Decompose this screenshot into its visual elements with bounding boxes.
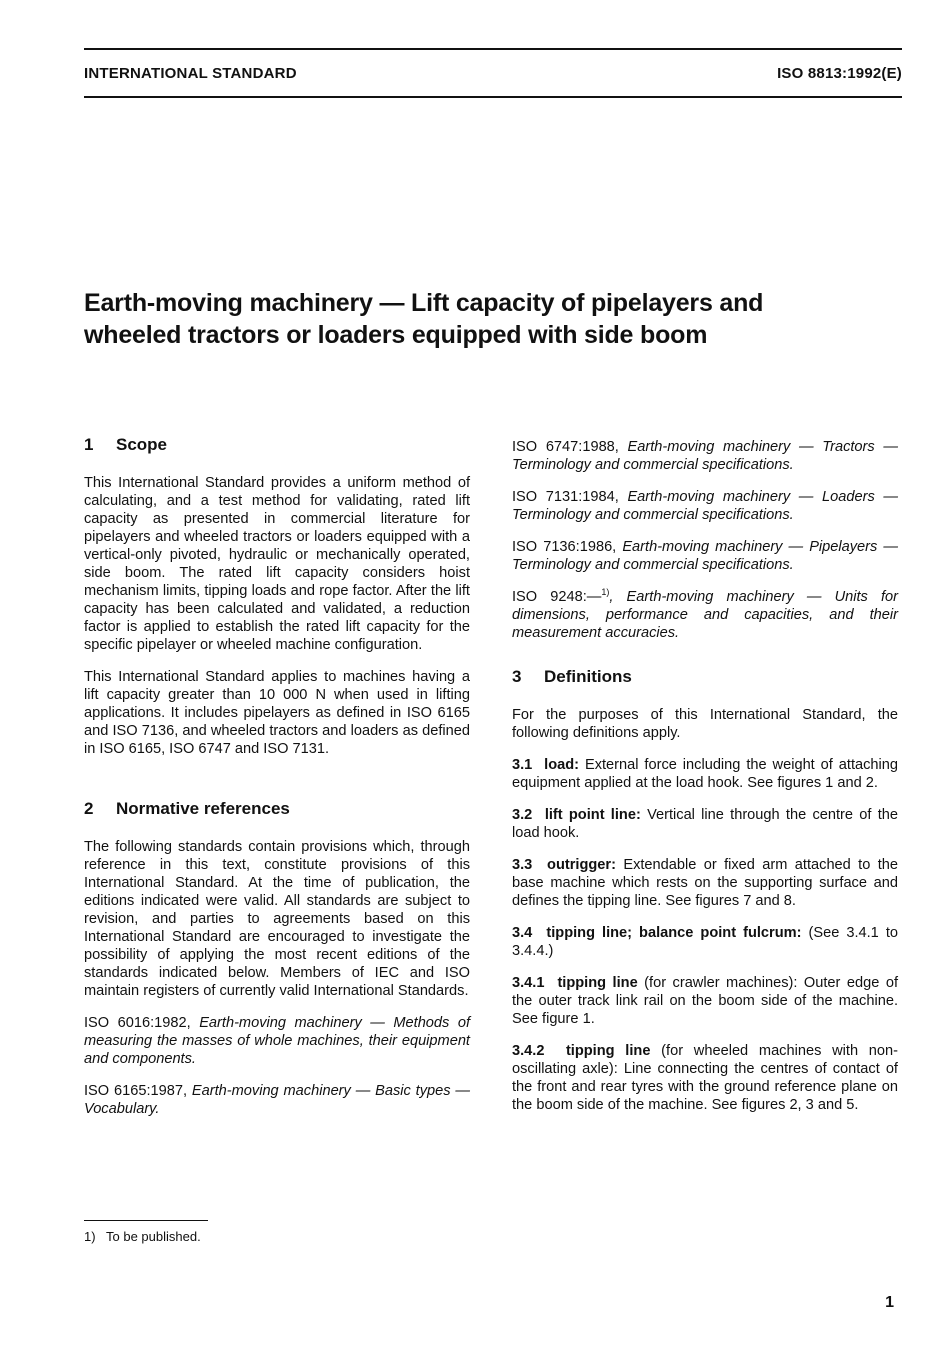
definition-term: outrigger:	[547, 857, 616, 873]
reference-item	[512, 538, 898, 574]
reference-title: Earth-moving machinery — Basic types — Vocabulary.	[84, 1083, 470, 1117]
definition-item	[512, 856, 898, 910]
section-scope-heading	[84, 436, 470, 454]
definition-text: (for wheeled machines with non-oscillating axle): Line connecting the centres of contact of the front and rear tyres with the ground reference plane on the boom side of the machine. See figures 2, 3 and 5.	[512, 1043, 898, 1113]
definition-item	[512, 924, 898, 960]
scope-paragraph-1: This International Standard provides a uniform method of calculating, and a test method for validating, rated lift capacity as presented in commercial literature for pipelayers and wheeled tractors or loaders equipped with a vertical-only pivoted, hydraulic or mechanically operated, side boom. The rated lift capacity considers hoist mechanism limits, tipping loads and rope factor. After the lift capacity has been calculated and validated, a reduction factor is applied to establish the rated lift capacity for the specific pipelayer or wheeled machine configuration.	[84, 475, 470, 653]
definitions-intro: For the purposes of this International Standard, the following definitions apply.	[512, 707, 898, 741]
reference-code: ISO 6016:1982,	[84, 1015, 191, 1031]
definition-term: tipping line	[565, 1043, 651, 1059]
reference-code: ISO 9248:—	[512, 589, 602, 605]
reference-title: Earth-moving machinery — Methods of measuring the masses of whole machines, their equipment and components.	[84, 1015, 470, 1067]
left-column	[84, 436, 470, 1132]
footnote	[84, 1229, 201, 1244]
definition-number: 3.3	[512, 857, 533, 873]
scope-paragraph-2: This International Standard applies to machines having a lift capacity greater than 10 000 N when used in lifting applications. It includes pipelayers as defined in ISO 6165 and ISO 7136, and wheeled tractors and loaders as defined in ISO 6165, ISO 6747 and ISO 7131.	[84, 669, 470, 757]
definition-text: External force including the weight of attaching equipment applied at the load hook. See figures 1 and 2.	[512, 757, 898, 791]
definition-text: (for crawler machines): Outer edge of the outer track link rail on the boom side of the machine. See figure 1.	[512, 975, 898, 1027]
section-title: Definitions	[544, 667, 632, 686]
definition-number: 3.2	[512, 807, 533, 823]
definition-item	[512, 756, 898, 792]
reference-code: ISO 6747:1988,	[512, 439, 619, 455]
definition-item	[512, 974, 898, 1028]
reference-item	[512, 488, 898, 524]
reference-title: Earth-moving machinery — Loaders — Terminology and commercial specifications.	[512, 489, 898, 523]
section-number: 1	[84, 435, 94, 454]
section-normative-heading	[84, 800, 470, 818]
header-top-rule	[84, 48, 902, 50]
footnote-mark: 1)	[84, 1229, 96, 1244]
reference-code: ISO 7131:1984,	[512, 489, 619, 505]
reference-code: ISO 7136:1986,	[512, 539, 617, 555]
section-title: Normative references	[116, 799, 290, 818]
normative-intro: The following standards contain provisions which, through reference in this text, constitute provisions of this International Standard. At the time of publication, the editions indicated were valid. All standards are subject to revision, and parties to agreements based on this International Standard are encouraged to investigate the possibility of applying the most recent editions of the standards indicated below. Members of IEC and ISO maintain registers of currently valid International Standards.	[84, 839, 470, 999]
footnote-text: To be published.	[106, 1229, 201, 1244]
document-title	[84, 287, 884, 351]
definition-number: 3.1	[512, 757, 533, 773]
reference-title: Earth-moving machinery — Tractors — Terminology and commercial specifications.	[512, 439, 898, 473]
section-definitions-heading	[512, 668, 898, 686]
section-title: Scope	[116, 435, 168, 454]
reference-item	[512, 438, 898, 474]
reference-title: , Earth-moving machinery — Units for dimensions, performance and capacities, and their measurement accuracies.	[512, 589, 898, 641]
definition-term: load:	[544, 757, 580, 773]
page-number: 1	[885, 1294, 894, 1311]
definition-term: tipping line; balance point fulcrum:	[546, 925, 802, 941]
header-bottom-rule	[84, 96, 902, 98]
title-line-1: Earth-moving machinery — Lift capacity of pipelayers and	[84, 289, 764, 317]
reference-item	[84, 1082, 470, 1118]
definition-number: 3.4	[512, 925, 533, 941]
footnote-ref: 1)	[601, 587, 610, 598]
reference-title: Earth-moving machinery — Pipelayers — Terminology and commercial specifications.	[512, 539, 898, 573]
definition-number: 3.4.2	[512, 1043, 545, 1059]
reference-code: ISO 6165:1987,	[84, 1083, 188, 1099]
definition-number: 3.4.1	[512, 975, 545, 991]
section-number: 3	[512, 667, 522, 686]
reference-item	[84, 1014, 470, 1068]
definition-text: (See 3.4.1 to 3.4.4.)	[512, 925, 898, 959]
document-type: INTERNATIONAL STANDARD	[84, 65, 297, 82]
title-line-2: wheeled tractors or loaders equipped with side boom	[84, 321, 708, 349]
right-column	[512, 438, 898, 1128]
section-number: 2	[84, 799, 94, 818]
reference-item	[512, 588, 898, 642]
definition-text: Vertical line through the centre of the load hook.	[512, 807, 898, 841]
document-number: ISO 8813:1992(E)	[777, 65, 902, 82]
footnote-rule	[84, 1220, 208, 1221]
definition-term: lift point line:	[544, 807, 641, 823]
definition-item	[512, 806, 898, 842]
definition-text: Extendable or fixed arm attached to the base machine which rests on the supporting surface and defines the tipping line. See figures 7 and 8.	[512, 857, 898, 909]
definition-term: tipping line	[557, 975, 638, 991]
definition-item	[512, 1042, 898, 1114]
